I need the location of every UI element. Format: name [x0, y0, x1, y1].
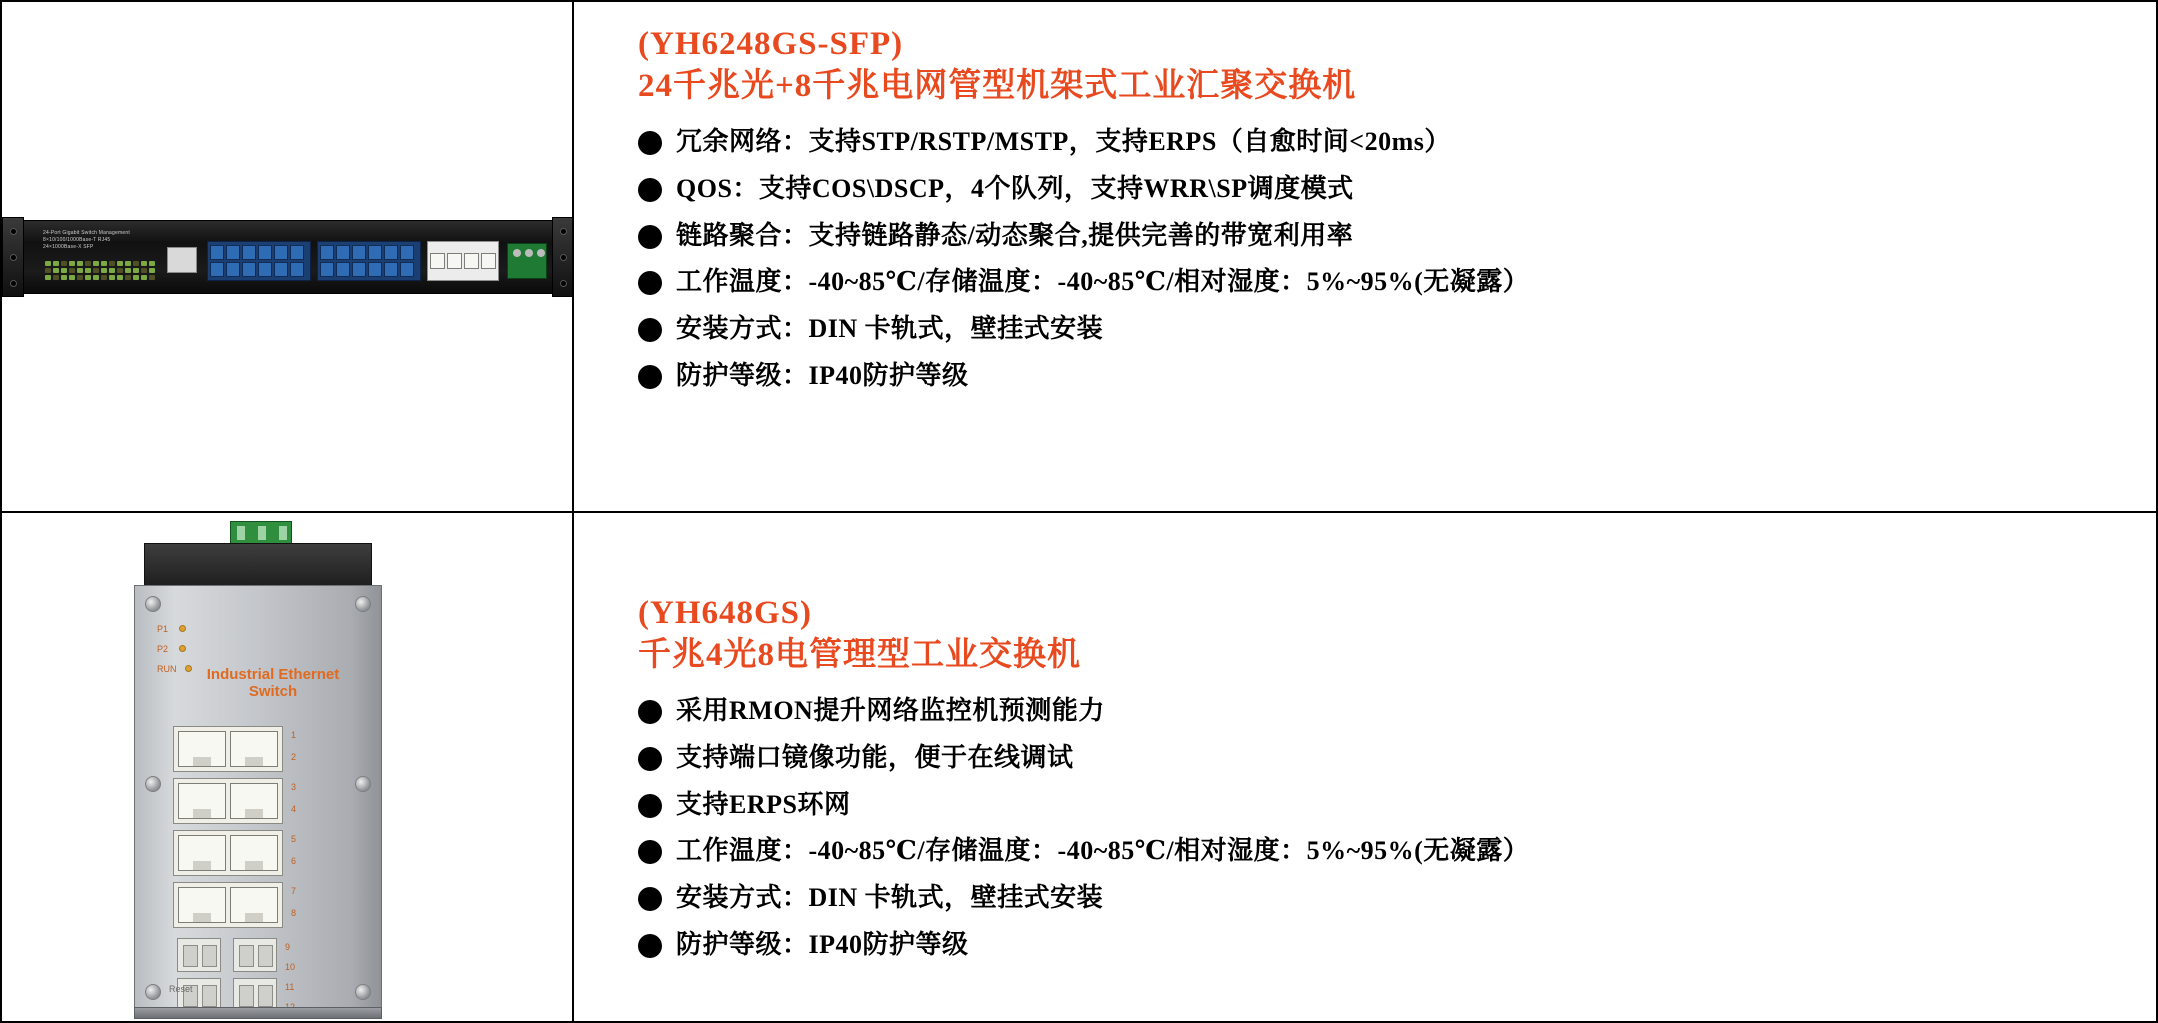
feature-text: 工作温度：-40~85℃/存储温度：-40~85℃/相对湿度：5%~95%(无凝露）: [676, 267, 1530, 297]
power-terminal-block: [230, 521, 292, 545]
list-item: [638, 695, 2136, 727]
sfp-port-group: [177, 938, 221, 972]
bullet-icon: [638, 271, 662, 295]
led-label-run: RUN: [157, 664, 177, 674]
port-number-label: 6: [291, 856, 297, 866]
product-image-cell: [2, 513, 574, 1021]
panel-screw: [145, 596, 161, 612]
list-item: [638, 313, 2136, 345]
led-indicator: [185, 665, 192, 672]
bullet-icon: [638, 747, 662, 771]
panel-screw: [145, 776, 161, 792]
list-item: [638, 789, 2136, 821]
led-label-p2: P2: [157, 644, 169, 654]
list-item: [638, 220, 2136, 252]
product-spec-cell: [574, 2, 2156, 511]
feature-text: 安装方式：DIN 卡轨式，壁挂式安装: [676, 883, 1104, 913]
feature-text: QOS：支持COS\DSCP，4个队列，支持WRR\SP调度模式: [676, 173, 1354, 203]
bullet-icon: [638, 225, 662, 249]
led-label-p1: P1: [157, 624, 169, 634]
rj45-port-group: [173, 778, 283, 824]
list-item: [638, 126, 2136, 158]
bullet-icon: [638, 131, 662, 155]
list-item: [638, 173, 2136, 205]
rj45-port-group: [173, 882, 283, 928]
sfp-port-group: [317, 241, 421, 281]
switch-bottom-edge: [134, 1007, 382, 1019]
reset-button-label: Reset: [169, 984, 193, 994]
switch-front-panel: [134, 585, 382, 1011]
port-number-label: 2: [291, 752, 297, 762]
product-model-code: (YH648GS): [638, 595, 812, 631]
panel-screw: [355, 984, 371, 1000]
port-number-label: 9: [285, 942, 291, 952]
feature-text: 链路聚合：支持链路静态/动态聚合,提供完善的带宽利用率: [676, 220, 1354, 250]
rack-mount-industrial-switch-photo: [2, 220, 574, 300]
product-model-code: (YH6248GS-SFP): [638, 26, 904, 62]
led-indicator: [179, 645, 186, 652]
rack-ear-right: [552, 217, 574, 297]
status-led-bank: [45, 261, 155, 283]
feature-text: 冗余网络：支持STP/RSTP/MSTP，支持ERPS（自愈时间<20ms）: [676, 127, 1451, 157]
rj45-port-group: [173, 830, 283, 876]
list-item: [638, 360, 2136, 392]
bullet-icon: [638, 318, 662, 342]
port-number-label: 7: [291, 886, 297, 896]
feature-list: [638, 695, 2136, 960]
feature-text: 防护等级：IP40防护等级: [676, 929, 969, 959]
feature-text: 支持端口镜像功能，便于在线调试: [676, 742, 1074, 772]
bullet-icon: [638, 794, 662, 818]
console-port: [167, 247, 197, 273]
port-number-label: 3: [291, 782, 297, 792]
switch-top-cover: [144, 543, 372, 589]
feature-list: [638, 126, 2136, 391]
din-rail-industrial-switch-photo: [122, 521, 402, 1021]
list-item: [638, 266, 2136, 298]
product-model-name: 千兆4光8电管理型工业交换机: [638, 637, 1081, 674]
port-number-label: 5: [291, 834, 297, 844]
list-item: [638, 835, 2136, 867]
port-number-label: 10: [285, 962, 296, 972]
bullet-icon: [638, 365, 662, 389]
bullet-icon: [638, 887, 662, 911]
rj45-port-group: [427, 241, 499, 281]
product-model-name: 24千兆光+8千兆电网管型机架式工业汇聚交换机: [638, 68, 1357, 105]
feature-text: 安装方式：DIN 卡轨式，壁挂式安装: [676, 314, 1104, 344]
product-spec-cell: [574, 513, 2156, 1021]
bullet-icon: [638, 934, 662, 958]
panel-screw: [145, 984, 161, 1000]
port-number-label: 11: [285, 982, 295, 992]
bullet-icon: [638, 700, 662, 724]
product-image-cell: [2, 2, 574, 511]
sfp-port-group: [233, 938, 277, 972]
port-number-label: 4: [291, 804, 297, 814]
list-item: [638, 882, 2136, 914]
product-row: [0, 0, 2158, 511]
list-item: [638, 742, 2136, 774]
rack-ear-left: [2, 217, 24, 297]
port-number-label: 1: [291, 730, 297, 740]
switch-chassis: [6, 220, 570, 294]
panel-screw: [355, 776, 371, 792]
feature-text: 采用RMON提升网络监控机预测能力: [676, 696, 1105, 726]
rj45-port-group: [173, 726, 283, 772]
list-item: [638, 929, 2136, 961]
feature-text: 防护等级：IP40防护等级: [676, 360, 969, 390]
bullet-icon: [638, 178, 662, 202]
product-row: [0, 511, 2158, 1023]
led-indicator: [179, 625, 186, 632]
bullet-icon: [638, 840, 662, 864]
feature-text: 工作温度：-40~85℃/存储温度：-40~85℃/相对湿度：5%~95%(无凝露）: [676, 836, 1530, 866]
sfp-port-group: [207, 241, 311, 281]
device-brand-label: Industrial Ethernet Switch: [206, 666, 340, 701]
chassis-front-label: 24-Port Gigabit Switch Management 8×10/100/1000Base-T RJ45 24×1000Base-X SFP: [43, 230, 130, 250]
feature-text: 支持ERPS环网: [676, 789, 851, 819]
panel-screw: [355, 596, 371, 612]
port-number-label: 8: [291, 908, 297, 918]
power-terminal-block: [507, 243, 547, 279]
